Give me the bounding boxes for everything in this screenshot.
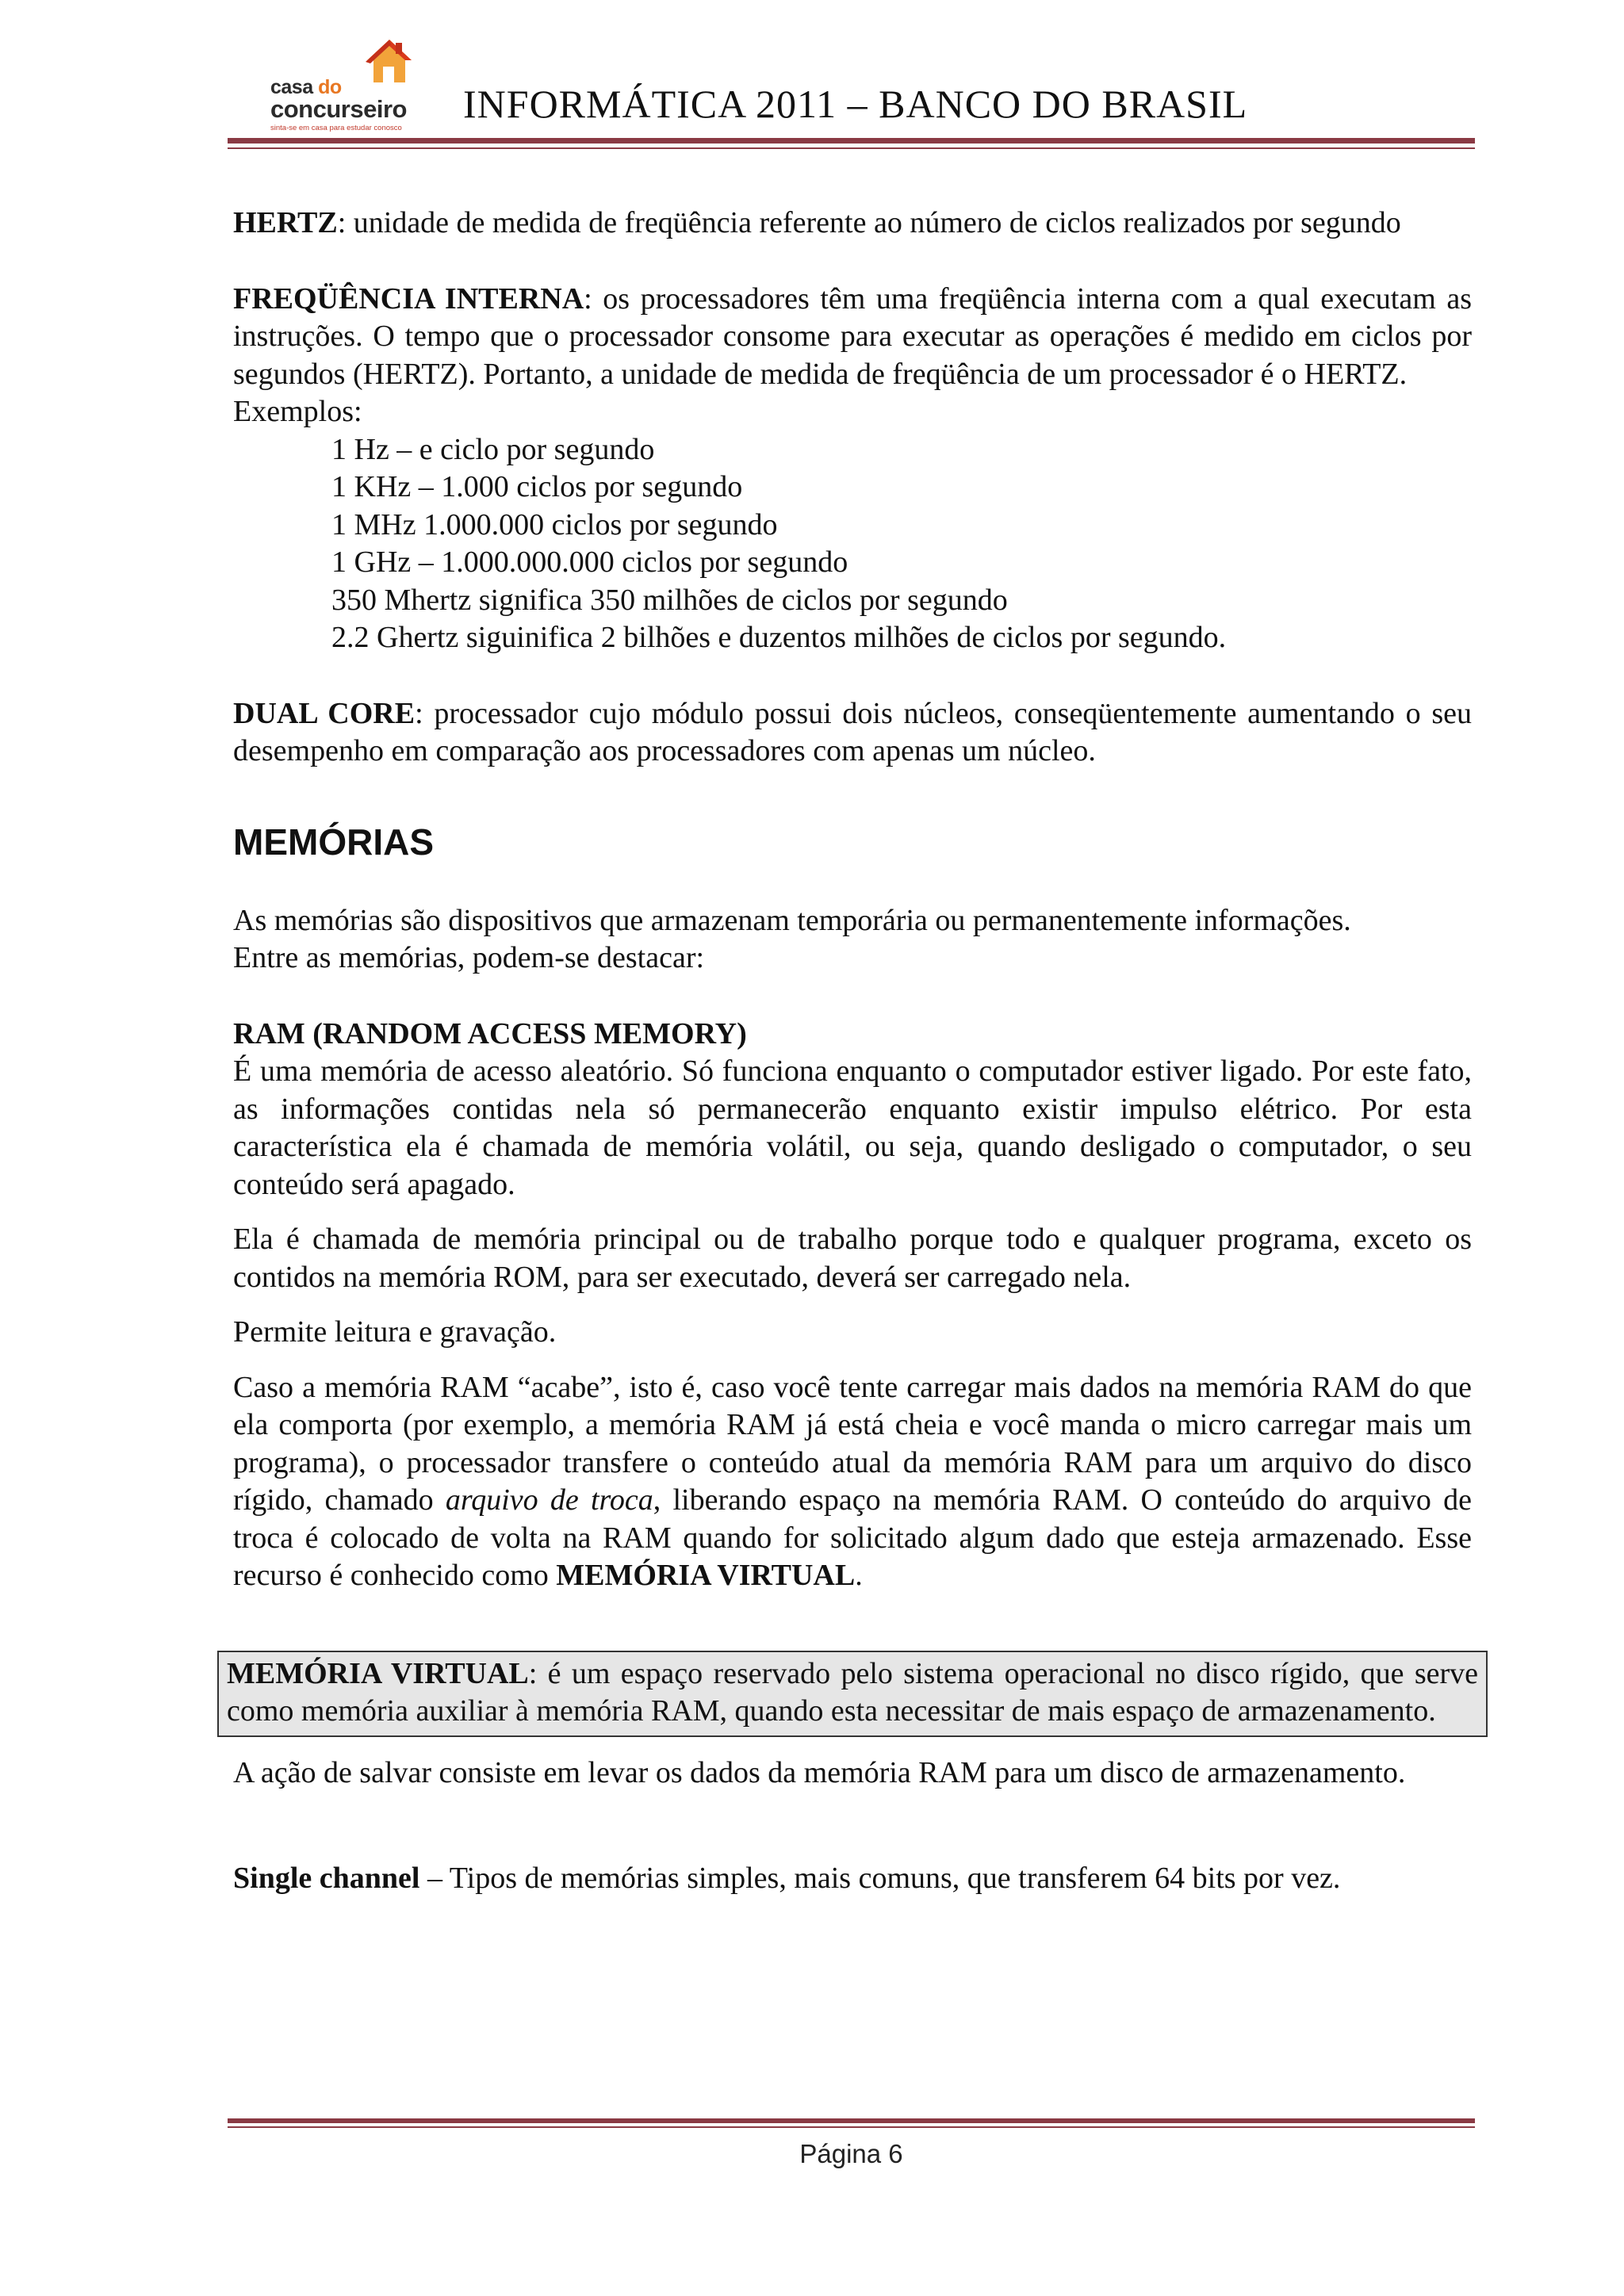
logo-tagline: sinta-se em casa para estudar conosco: [270, 124, 402, 132]
example-item: 1 GHz – 1.000.000.000 ciclos por segundo: [331, 545, 848, 579]
memoria-virtual-box-term: MEMÓRIA VIRTUAL: [227, 1656, 529, 1690]
page-header: [228, 32, 1475, 151]
example-item: 2.2 Ghertz siguinifica 2 bilhões e duzentos milhões de ciclos por segundo.: [331, 621, 1227, 654]
arquivo-de-troca-term: arquivo de troca: [445, 1483, 653, 1517]
single-channel-term: Single channel: [233, 1862, 420, 1895]
memorias-heading: MEMÓRIAS: [233, 821, 434, 863]
hertz-paragraph: HERTZ: unidade de medida de freqüência referente ao número de ciclos realizados por segundo: [233, 206, 1401, 239]
ram-paragraph-3: Permite leitura e gravação.: [233, 1315, 557, 1349]
memoria-virtual-box: MEMÓRIA VIRTUAL: é um espaço reservado pelo sistema operacional no disco rígido, que serve como memória auxiliar à memória RAM, quando esta necessitar de mais espaço de armazenamento.: [217, 1651, 1488, 1737]
memorias-intro: As memórias são dispositivos que armazenam temporária ou permanentemente informações.: [233, 903, 1351, 937]
ram-heading: RAM (RANDOM ACCESS MEMORY): [233, 1016, 747, 1050]
document-title: INFORMÁTICA 2011 – BANCO DO BRASIL: [463, 82, 1248, 126]
house-logo-icon: [359, 36, 415, 86]
casa-do-concurseiro-logo: [270, 36, 405, 132]
example-item: 1 KHz – 1.000 ciclos por segundo: [331, 470, 743, 503]
example-item: 1 MHz 1.000.000 ciclos por segundo: [331, 507, 778, 541]
dual-core-term: DUAL CORE: [233, 696, 416, 730]
example-item: 1 Hz – e ciclo por segundo: [331, 432, 655, 466]
header-divider: [228, 138, 1475, 144]
frequencia-paragraph: FREQÜÊNCIA INTERNA: os processadores têm uma freqüência interna com a qual executam as instruções. O tempo que o processador consome para executar as operações é medido em ciclos por segundos (HERTZ). Portanto, a unidade de medida de freqüência de um processador é o HERTZ.: [233, 281, 1472, 391]
example-item: 350 Mhertz significa 350 milhões de ciclos por segundo: [331, 583, 1008, 617]
ram-paragraph-1: É uma memória de acesso aleatório. Só funciona enquanto o computador estiver ligado. Por este fato, as informações contidas nela só permanecerão enquanto existir impulso elétrico. Por esta característica ela é chamada de memória volátil, ou seja, quando desligado o computador, o seu conteúdo será apagado.: [233, 1054, 1472, 1201]
logo-text-casa-do: casa do: [270, 76, 342, 98]
hertz-term: HERTZ: [233, 206, 338, 239]
page-footer: [228, 2118, 1475, 2182]
salvar-paragraph: A ação de salvar consiste em levar os dados da memória RAM para um disco de armazenamento.: [233, 1755, 1406, 1789]
memoria-virtual-term: MEMÓRIA VIRTUAL: [556, 1559, 856, 1592]
header-divider-thin: [228, 147, 1475, 149]
frequencia-term: FREQÜÊNCIA INTERNA: [233, 281, 584, 316]
footer-divider: [228, 2118, 1475, 2123]
page-content: [227, 205, 1478, 1898]
footer-divider-thin: [228, 2126, 1475, 2128]
ram-paragraph-4: Caso a memória RAM “acabe”, isto é, caso você tente carregar mais dados na memória RAM do que ela comporta (por exemplo, a memória RAM já está cheia e você manda o micro carregar mais um programa), o processador transfere o conteúdo atual da memória RAM para um arquivo do disco rígido, chamado arquivo de troca, liberando espaço na memória RAM. O conteúdo do arquivo de troca é colocado de volta na RAM quando for solicitado algum dado que esteja armazenado. Esse recurso é conhecido como MEMÓRIA VIRTUAL.: [233, 1370, 1472, 1592]
ram-paragraph-2: Ela é chamada de memória principal ou de trabalho porque todo e qualquer programa, exceto os contidos na memória ROM, para ser executado, deverá ser carregado nela.: [233, 1223, 1472, 1294]
page-number: Página 6: [799, 2139, 903, 2168]
single-channel-paragraph: Single channel – Tipos de memórias simples, mais comuns, que transferem 64 bits por vez.: [233, 1862, 1341, 1895]
examples-label: Exemplos:: [233, 395, 362, 428]
memorias-intro-2: Entre as memórias, podem-se destacar:: [233, 941, 705, 974]
logo-text-concurseiro: concurseiro: [270, 95, 407, 123]
dual-core-paragraph: DUAL CORE: processador cujo módulo possui dois núcleos, conseqüentemente aumentando o seu desempenho em comparação aos processadores com apenas um núcleo.: [233, 696, 1472, 767]
